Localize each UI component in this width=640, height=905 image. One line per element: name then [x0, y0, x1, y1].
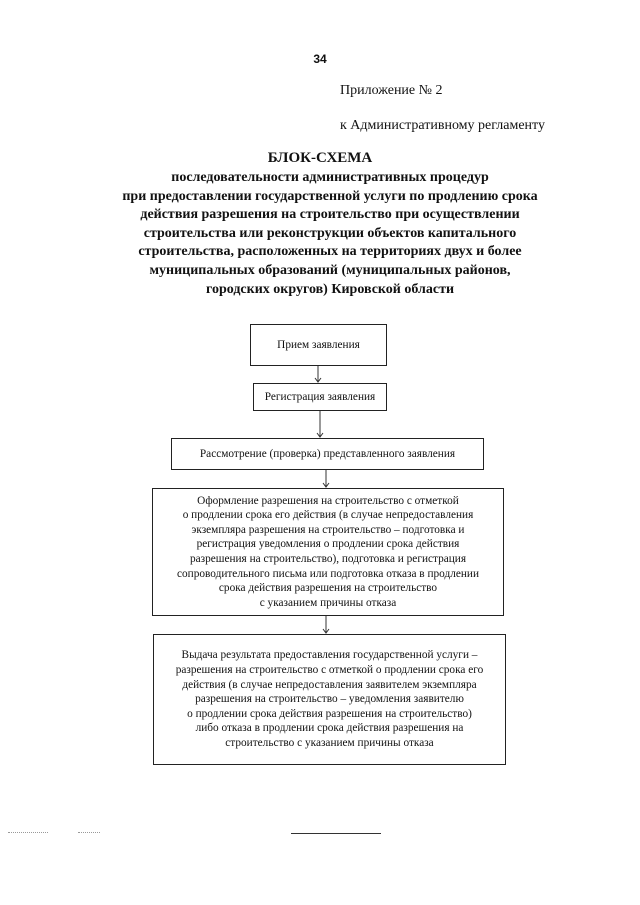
subtitle-line: городских округов) Кировской области — [205, 281, 455, 297]
document-title: БЛОК-СХЕМА — [267, 150, 373, 166]
flow-step-result-delivery — [153, 634, 506, 765]
step-text: строительство с указанием причины отказа — [225, 736, 434, 749]
step-text: Рассмотрение (проверка) представленного заявления — [199, 447, 456, 460]
step-text: Регистрация заявления — [264, 390, 376, 403]
step-text: регистрация уведомления о продлении срока действия — [196, 538, 460, 551]
appendix-label: Приложение № 2 — [340, 83, 443, 98]
subtitle-line: последовательности административных процедур — [171, 170, 489, 185]
page-number: 34 — [313, 52, 327, 66]
step-text: экземпляра разрешения на строительство – подготовка и — [191, 523, 465, 536]
step-text: о продлении срока его действия (в случае непредоставления — [182, 509, 474, 522]
step-text: либо отказа в продлении срока действия разрешения на — [195, 722, 464, 735]
footnote-separator — [291, 833, 381, 834]
step-text: Выдача результата предоставления государственной услуги – — [181, 649, 478, 662]
subtitle-line: строительства или реконструкции объектов капитального — [143, 225, 517, 241]
subtitle-line: при предоставлении государственной услуги по продлению срока — [122, 188, 538, 204]
flow-step-application-intake — [250, 324, 387, 366]
step-text: срока действия разрешения на строительство — [218, 582, 438, 595]
step-text: Прием заявления — [277, 338, 360, 351]
step-text: сопроводительного письма или подготовка отказа в продлении — [176, 567, 480, 580]
step-text: разрешения на строительство с отметкой о продлении срока его — [175, 664, 484, 677]
step-text: с указанием причины отказа — [259, 596, 397, 609]
subtitle-line: строительства, расположенных на территориях двух и более — [138, 244, 522, 260]
subtitle-line: муниципальных образований (муниципальных районов, — [149, 262, 511, 278]
flow-step-review — [171, 438, 484, 470]
step-text: о продлении срока действия разрешения на строительство) — [187, 707, 472, 720]
flow-step-registration — [253, 383, 387, 411]
scan-artifact — [8, 832, 48, 834]
appendix-reference: к Административному регламенту — [340, 118, 545, 133]
scan-artifact — [78, 832, 100, 834]
step-text: разрешения на строительство – уведомления заявителю — [195, 693, 464, 706]
step-text: Оформление разрешения на строительство с отметкой — [197, 494, 459, 507]
step-text: разрешения на строительство), подготовка и регистрация — [189, 553, 467, 565]
subtitle-line: действия разрешения на строительство при осуществлении — [140, 207, 520, 223]
step-text: действия (в случае непредоставления заявителем экземпляра — [182, 678, 477, 691]
flow-step-processing — [152, 488, 504, 616]
